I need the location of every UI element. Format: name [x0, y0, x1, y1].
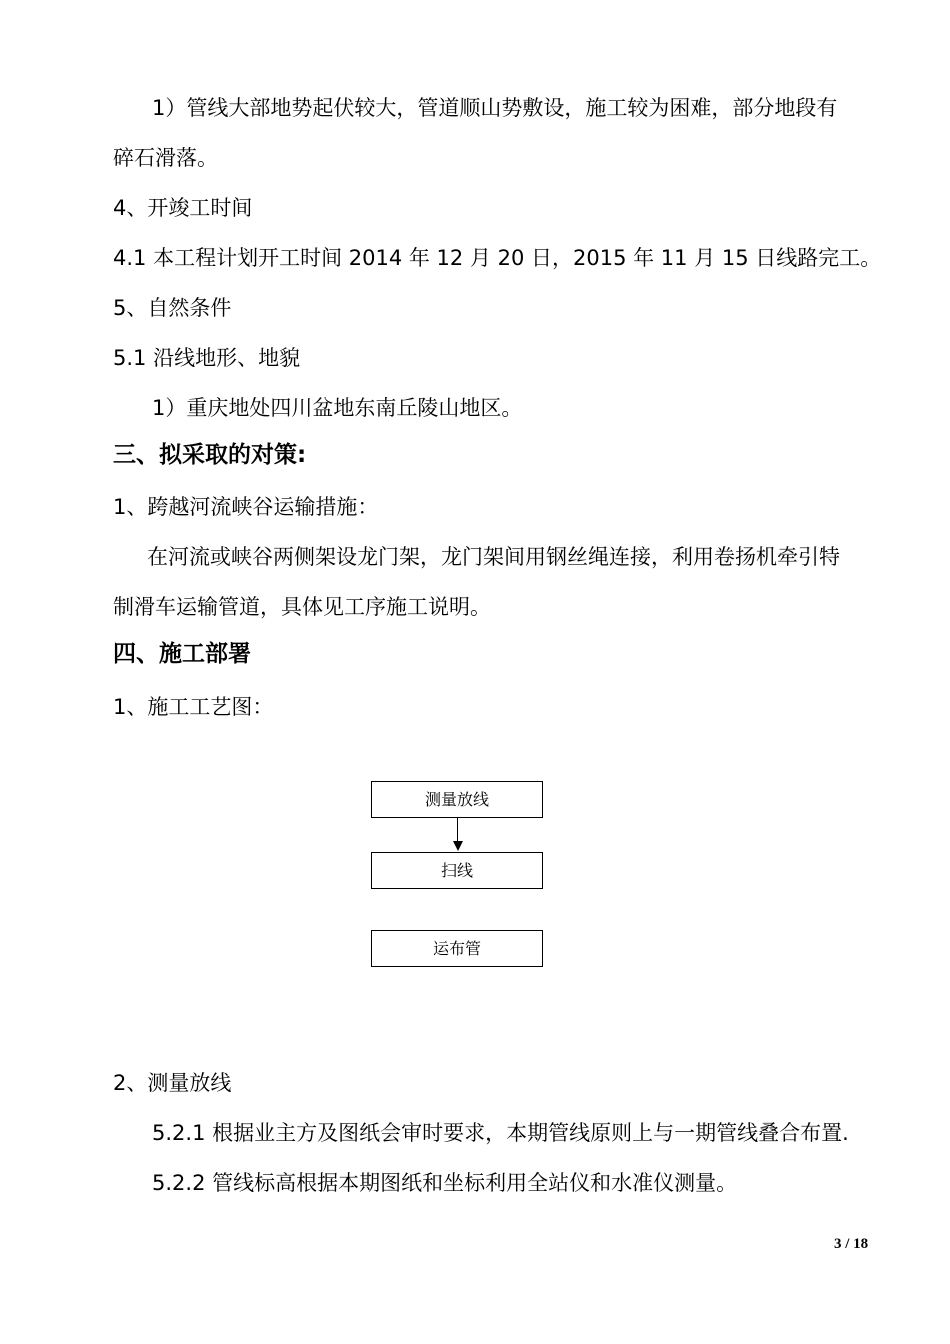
item-survey-title: 2、测量放线	[113, 1071, 232, 1095]
paragraph-survey-5-2-2: 5.2.2 管线标高根据本期图纸和坐标利用全站仪和水准仪测量。	[152, 1171, 738, 1195]
paragraph-river-crossing-2: 制滑车运输管道，具体见工序施工说明。	[113, 595, 491, 619]
heading-construction-deployment: 四、施工部署	[113, 641, 251, 667]
subsection-terrain-title: 5.1 沿线地形、地貌	[113, 346, 301, 370]
paragraph-chongqing: 1）重庆地处四川盆地东南丘陵山地区。	[152, 396, 523, 420]
paragraph-river-crossing-1: 在河流或峡谷两侧架设龙门架，龙门架间用钢丝绳连接，利用卷扬机牵引特	[147, 545, 840, 569]
flow-step-clearing: 扫线	[371, 852, 543, 889]
flow-arrow-head-icon	[453, 841, 463, 851]
flow-arrow	[457, 818, 458, 843]
section-schedule-title: 4、开竣工时间	[113, 196, 253, 220]
item-river-crossing-title: 1、跨越河流峡谷运输措施：	[113, 495, 379, 519]
paragraph-terrain-1: 1）管线大部地势起伏较大，管道顺山势敷设，施工较为困难，部分地段有	[152, 96, 838, 120]
paragraph-schedule: 4.1 本工程计划开工时间 2014 年 12 月 20 日，2015 年 11 月 15 日线路完工。	[113, 246, 882, 270]
page-number: 3 / 18	[834, 1236, 869, 1252]
paragraph-terrain-2: 碎石滑落。	[113, 146, 218, 170]
item-process-diagram-title: 1、施工工艺图：	[113, 695, 274, 719]
heading-countermeasures: 三、拟采取的对策:	[113, 442, 307, 468]
section-natural-conditions-title: 5、自然条件	[113, 296, 232, 320]
flow-step-pipe-transport: 运布管	[371, 930, 543, 967]
flow-step-survey: 测量放线	[371, 781, 543, 818]
paragraph-survey-5-2-1: 5.2.1 根据业主方及图纸会审时要求，本期管线原则上与一期管线叠合布置.	[152, 1121, 849, 1145]
